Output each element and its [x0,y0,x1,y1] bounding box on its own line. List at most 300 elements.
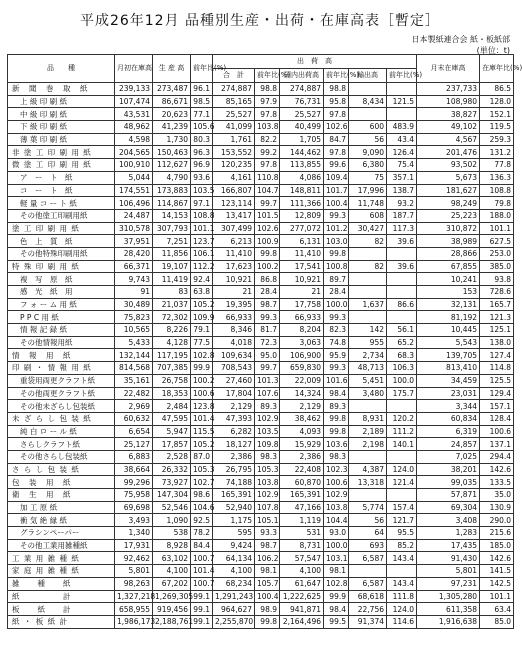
table-cell: 99.8 [324,247,349,260]
table-cell: 98.9 [255,603,280,616]
table-cell: 15,929 [280,438,324,451]
table-cell: 40,499 [280,121,324,134]
table-cell: 310,872 [417,222,480,235]
table-cell: 108,980 [417,95,480,108]
table-row [8,463,514,476]
table-row [8,273,514,286]
table-cell: 106.1 [191,247,213,260]
table-cell: 26,758 [153,374,191,387]
table-cell: 23,031 [417,387,480,400]
table-row [8,577,514,590]
table-cell: 531 [280,527,324,540]
table-row [8,412,514,425]
table-cell: 6,654 [115,425,153,438]
table-cell: 1,705 [280,133,324,146]
table-cell: 2,129 [280,400,324,413]
table-cell: 101.3 [255,374,280,387]
table-cell: 123,114 [213,197,255,210]
table-cell: 64 [349,527,387,540]
table-cell: 100.4 [255,590,280,603]
table-cell: 109.9 [191,311,213,324]
table-row [8,235,514,248]
table-cell: 2,386 [280,450,324,463]
table-cell: 17,804 [213,387,255,400]
table-cell: 98.5 [191,95,213,108]
row-label: さ ら し 包 装 紙 [8,463,115,476]
table-cell: 85,165 [213,95,255,108]
table-cell: 13,417 [213,209,255,222]
table-cell: 22,482 [115,387,153,400]
table-cell: 964,627 [213,603,255,616]
table-cell: 32,131 [417,298,480,311]
table-cell: 87.0 [191,450,213,463]
table-cell: 38,462 [280,412,324,425]
row-label: 塗 工 印 刷 用 紙 [8,222,115,235]
table-cell: 93.8 [480,273,514,286]
table-cell [387,400,417,413]
table-cell: 103.8 [324,501,349,514]
table-cell: 97.8 [324,108,349,121]
table-cell: 102.3 [324,463,349,476]
table-cell: 101.1 [480,590,514,603]
table-cell: 100,910 [115,159,153,172]
table-cell: 100.0 [324,298,349,311]
row-label: その他両更クラフト紙 [8,387,115,400]
table-cell: 129.4 [480,387,514,400]
table-cell: 142.6 [480,552,514,565]
table-cell: 708,543 [213,362,255,375]
table-cell: 1,119 [280,514,324,527]
table-cell: 121.5 [387,95,417,108]
table-cell [349,489,387,502]
table-cell: 237,733 [417,83,480,96]
table-cell: 57,547 [280,552,324,565]
row-label: 新 聞 巻 取 紙 [8,83,115,96]
table-cell: 150,463 [153,146,191,159]
table-row [8,539,514,552]
table-cell: 174,551 [115,184,153,197]
table-cell: 89.7 [324,273,349,286]
table-cell: 11,748 [349,197,387,210]
table-cell: 86.5 [480,83,514,96]
table-row [8,83,514,96]
table-cell: 166,807 [213,184,255,197]
table-cell: 136.3 [480,171,514,184]
table-cell: 103.1 [324,552,349,565]
row-label: 衝 気 絶 縁 紙 [8,514,115,527]
table-cell: 56 [349,133,387,146]
table-cell: 10,445 [417,324,480,337]
table-cell: 64,134 [213,552,255,565]
table-cell [387,450,417,463]
table-cell: 274,887 [213,83,255,96]
table-cell: 38,989 [417,235,480,248]
table-cell: 4,100 [153,565,191,578]
table-cell: 95.9 [324,349,349,362]
table-row [8,260,514,273]
table-cell: 111,366 [280,197,324,210]
table-cell: 47,166 [280,501,324,514]
row-label: 色 上 質 紙 [8,235,115,248]
table-cell: 99.7 [255,362,280,375]
table-cell: 102.8 [324,577,349,590]
row-label: 衛 生 用 紙 [8,489,115,502]
row-label: 複 写 原 紙 [8,273,115,286]
table-row [8,374,514,387]
table-cell: 2,528 [153,450,191,463]
table-cell: 93.0 [324,527,349,540]
table-cell: 9,424 [213,539,255,552]
table-row [8,146,514,159]
table-cell: 66,933 [213,311,255,324]
table-cell: 104.6 [191,501,213,514]
table-cell: 274,887 [280,83,324,96]
table-cell: 93.6 [191,171,213,184]
table-cell: 608 [349,209,387,222]
row-label: 板 紙 計 [8,603,115,616]
row-label: 加 工 原 紙 [8,501,115,514]
table-cell: 56 [349,514,387,527]
table-cell: 25,223 [417,209,480,222]
table-row [8,121,514,134]
table-cell: 6,131 [280,235,324,248]
table-cell: 1,175 [213,514,255,527]
table-cell: 98.4 [324,387,349,400]
table-cell: 72.3 [255,336,280,349]
table-cell: 109.8 [255,438,280,451]
table-row [8,133,514,146]
table-cell: 47,595 [153,412,191,425]
table-cell: 165.7 [480,298,514,311]
table-cell: 98.1 [255,565,280,578]
table-cell: 85.2 [387,539,417,552]
row-label: 中 級 印 刷 紙 [8,108,115,121]
table-cell: 126.4 [387,146,417,159]
table-cell: 43,531 [115,108,153,121]
table-cell: 187.7 [387,209,417,222]
table-cell: 10,565 [115,324,153,337]
table-cell: 21,037 [153,298,191,311]
table-cell: 103.0 [324,235,349,248]
table-cell: 104.7 [255,184,280,197]
table-cell: 6,380 [349,159,387,172]
table-cell: 941,871 [280,603,324,616]
header-domestic-yoy: 前年比(%) [324,69,349,83]
table-cell: 2,484 [153,400,191,413]
table-cell: 81,192 [417,311,480,324]
table-cell: 28,866 [417,247,480,260]
table-cell: 93,502 [417,159,480,172]
table-cell: 307,499 [213,222,255,235]
table-cell: 6,282 [213,425,255,438]
table-cell: 86.6 [387,298,417,311]
table-cell: 34,459 [417,374,480,387]
table-cell: 120,235 [213,159,255,172]
row-label: 情 報 用 紙 [8,349,115,362]
table-cell: 98.8 [324,83,349,96]
table-cell: 76,731 [280,95,324,108]
table-cell: 100.0 [387,374,417,387]
row-label: 薄 葉 印 刷 紙 [8,133,115,146]
table-cell: 79.1 [191,324,213,337]
table-cell: 105.7 [255,577,280,590]
table-cell: 99.3 [324,362,349,375]
row-label: グラシンペーパー [8,527,115,540]
table-row [8,527,514,540]
table-cell: 17,435 [417,539,480,552]
row-label: 紙 ・ 板 紙 計 [8,615,115,628]
table-cell: 110.8 [255,171,280,184]
table-cell: 49,102 [417,121,480,134]
table-cell: 1,916,638 [417,615,480,628]
table-row [8,514,514,527]
row-label: 紙 計 [8,590,115,603]
table-row [8,95,514,108]
table-cell: 5,801 [417,565,480,578]
table-cell: 79.8 [480,197,514,210]
table-row [8,336,514,349]
table-cell: 8,204 [280,324,324,337]
table-cell: 101.5 [255,209,280,222]
header-total-yoy: 前年比(%) [255,69,280,83]
table-cell: 115.5 [191,425,213,438]
table-row [8,349,514,362]
table-row [8,476,514,489]
table-cell: 99.9 [324,590,349,603]
table-cell: 259.3 [480,133,514,146]
table-cell: 124.0 [387,463,417,476]
table-cell: 14,324 [280,387,324,400]
table-cell: 43.4 [387,133,417,146]
table-cell: 114,867 [153,197,191,210]
table-cell: 2,198 [349,438,387,451]
table-cell: 152.1 [480,108,514,121]
table-cell: 728.6 [480,286,514,299]
table-cell: 52,940 [213,501,255,514]
table-cell: 77.5 [191,336,213,349]
table-cell: 84.4 [191,539,213,552]
table-cell: 173,883 [153,184,191,197]
table-cell: 1,291,243 [213,590,255,603]
table-cell: 78.2 [191,527,213,540]
table-cell: 108.8 [191,209,213,222]
table-cell: 99.3 [255,311,280,324]
row-label: 純 白 ロ ー ル 紙 [8,425,115,438]
table-cell: 101.1 [480,222,514,235]
table-cell: 60,834 [417,412,480,425]
table-cell: 658,955 [115,603,153,616]
table-cell: 20,623 [153,108,191,121]
table-cell: 106.2 [255,552,280,565]
table-cell: 103.8 [255,476,280,489]
header-total: 合 計 [213,69,255,83]
table-cell: 1,090 [153,514,191,527]
table-cell: 13,318 [349,476,387,489]
table-cell: 99.8 [255,247,280,260]
table-cell: 97.1 [191,197,213,210]
table-cell: 96.1 [191,83,213,96]
header-production: 生 産 高 [153,55,191,83]
header-shipments: 出 荷 高 [213,55,417,69]
table-cell [349,108,387,121]
table-cell: 130.9 [480,501,514,514]
table-cell: 157.4 [387,501,417,514]
table-cell [387,273,417,286]
table-cell: 109,634 [213,349,255,362]
table-cell: 28,420 [115,247,153,260]
table-cell [387,311,417,324]
table-row [8,501,514,514]
table-cell: 10,241 [417,273,480,286]
table-cell: 1,761 [213,133,255,146]
table-cell: 3,493 [115,514,153,527]
table-cell: 307,793 [153,222,191,235]
table-cell: 99.8 [324,412,349,425]
table-cell: 111.2 [387,425,417,438]
table-row [8,489,514,502]
table-cell: 102.6 [255,222,280,235]
table-cell: 99.8 [324,425,349,438]
table-cell: 30,489 [115,298,153,311]
table-cell: 95.0 [255,349,280,362]
row-label: 雑 種 紙 [8,577,115,590]
table-cell: 2,386 [213,450,255,463]
table-cell: 142.6 [480,463,514,476]
table-cell: 659,830 [280,362,324,375]
table-cell: 84.7 [324,133,349,146]
table-row [8,450,514,463]
table-cell: 611,358 [417,603,480,616]
table-cell: 124.0 [387,603,417,616]
table-cell: 99.6 [324,159,349,172]
table-row [8,184,514,197]
table-cell: 91 [115,286,153,299]
table-cell: 77.8 [480,159,514,172]
table-cell: 148,811 [280,184,324,197]
table-cell: 4,100 [213,565,255,578]
table-cell: 41,239 [153,121,191,134]
table-cell: 5,543 [417,336,480,349]
table-cell [387,565,417,578]
table-cell: 89.3 [324,400,349,413]
table-cell: 19,395 [213,298,255,311]
table-cell: 117,195 [153,349,191,362]
table-cell: 104.4 [324,514,349,527]
table-cell: 11,856 [153,247,191,260]
table-cell: 35.0 [480,489,514,502]
table-cell: 102.9 [324,489,349,502]
table-cell: 142 [349,324,387,337]
table-cell: 101.6 [324,374,349,387]
table-row [8,222,514,235]
table-cell: 102.9 [255,489,280,502]
table-cell: 101.7 [324,184,349,197]
table-cell: 107.6 [255,387,280,400]
table-cell: 955 [349,336,387,349]
table-cell: 4,161 [213,171,255,184]
table-cell: 99.9 [191,362,213,375]
table-cell: 5,044 [115,171,153,184]
table-cell: 2,189 [349,425,387,438]
table-cell: 106,900 [280,349,324,362]
table-cell: 99.1 [191,603,213,616]
table-cell: 1,283 [417,527,480,540]
table-cell: 139,705 [417,349,480,362]
table-cell: 100.6 [480,425,514,438]
table-cell: 128.0 [480,95,514,108]
table-cell: 5,673 [417,171,480,184]
table-cell: 157.1 [480,400,514,413]
header-export-yoy: 前年比(%) [387,69,417,83]
header-production-yoy: 前年比(%) [191,55,213,83]
table-cell: 81.7 [255,324,280,337]
table-cell: 385.0 [480,260,514,273]
table-row [8,425,514,438]
table-cell: 1,269,305 [153,590,191,603]
table-cell: 1,730 [153,133,191,146]
table-cell: 99.8 [255,615,280,628]
table-row [8,159,514,172]
table-cell: 98.8 [255,83,280,96]
table-cell: 22,009 [280,374,324,387]
table-cell: 125.5 [480,374,514,387]
table-cell: 108.8 [480,184,514,197]
table-cell: 3,063 [280,336,324,349]
table-cell: 56.1 [387,324,417,337]
table-cell: 105.2 [191,438,213,451]
row-label: 微 塗 工 印 刷 用 紙 [8,159,115,172]
table-cell: 1,327,218 [115,590,153,603]
table-cell: 101.2 [324,222,349,235]
table-cell: 100.4 [324,197,349,210]
table-cell: 86,671 [153,95,191,108]
table-cell: 99.1 [191,590,213,603]
table-cell: 57,871 [417,489,480,502]
table-cell: 6,213 [213,235,255,248]
table-cell: 100.7 [191,552,213,565]
table-cell: 99.3 [324,209,349,222]
table-cell: 2,129 [213,400,255,413]
table-cell: 143.4 [387,552,417,565]
table-cell: 111.8 [387,590,417,603]
table-cell: 93.3 [255,527,280,540]
table-cell: 138.0 [480,336,514,349]
table-cell: 97.8 [255,159,280,172]
row-label: 未 ざ ら し 包 装 紙 [8,412,115,425]
table-cell: 2,734 [349,349,387,362]
table-cell: 165,391 [280,489,324,502]
table-cell: 73,927 [153,476,191,489]
table-cell: 17,623 [213,260,255,273]
table-cell: 4,567 [417,133,480,146]
table-cell: 68,618 [349,590,387,603]
production-table [7,54,522,629]
table-cell: 4,790 [153,171,191,184]
table-cell: 201,476 [417,146,480,159]
table-cell: 595 [213,527,255,540]
row-label: さらしクラフト紙 [8,438,115,451]
table-cell: 96.9 [191,159,213,172]
table-cell: 92.5 [191,514,213,527]
table-cell: 18,353 [153,387,191,400]
table-cell: 86.8 [255,273,280,286]
document-title: 平成26年12月 品種別生産・出荷・在庫高表［暫定］ [79,13,441,29]
table-cell: 26,332 [153,463,191,476]
table-cell: 121.7 [387,514,417,527]
row-label: 非 塗 工 印 刷 用 紙 [8,146,115,159]
table-cell: 11,410 [213,247,255,260]
table-cell: 239,133 [115,83,153,96]
